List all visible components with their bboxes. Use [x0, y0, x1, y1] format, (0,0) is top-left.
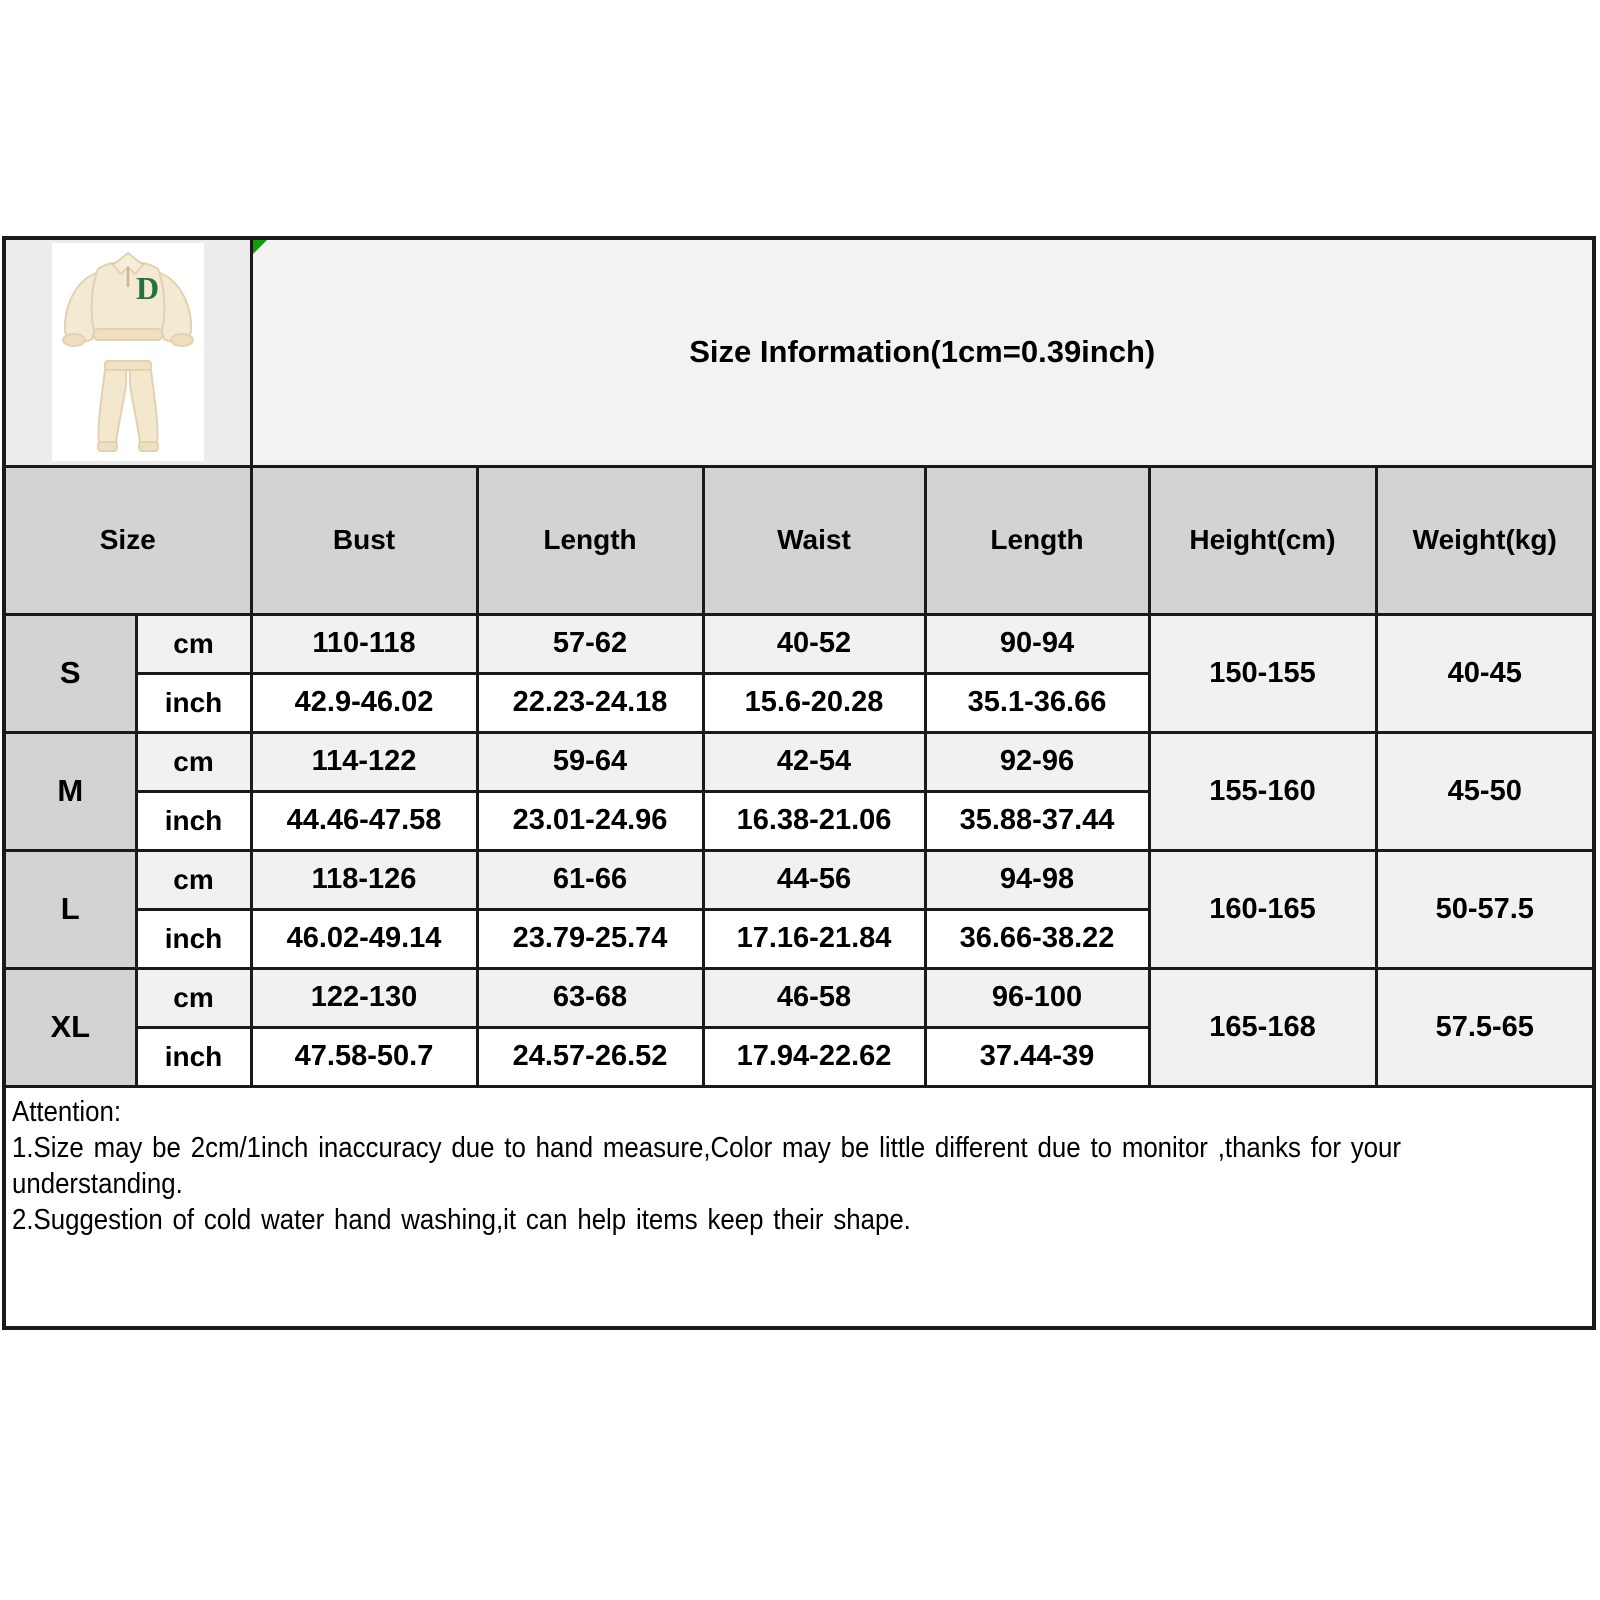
cell-m-inch-bust: 44.46-47.58	[251, 791, 477, 850]
pants-leg-left	[98, 370, 125, 443]
cell-l-cm-length1: 61-66	[477, 850, 703, 909]
product-image	[52, 243, 204, 461]
attention-heading: Attention:	[12, 1095, 122, 1128]
size-label-l: L	[4, 850, 136, 968]
cell-m-weight: 45-50	[1376, 732, 1594, 850]
header-size: Size	[4, 466, 251, 614]
cell-xl-height: 165-168	[1149, 968, 1376, 1086]
size-label-xl: XL	[4, 968, 136, 1086]
size-label-s: S	[4, 614, 136, 732]
attention-note-1: 1.Size may be 2cm/1inch inaccuracy due to hand measure,Color may be little different due to monitor ,thanks for your	[12, 1131, 1401, 1164]
cell-l-cm-bust: 118-126	[251, 850, 477, 909]
pants-cuff-right	[139, 442, 158, 451]
cell-l-inch-waist: 17.16-21.84	[703, 909, 925, 968]
cell-m-inch-length1: 23.01-24.96	[477, 791, 703, 850]
header-height: Height(cm)	[1149, 466, 1376, 614]
cell-m-cm-length1: 59-64	[477, 732, 703, 791]
cuff-left	[63, 334, 85, 346]
page-title: Size Information(1cm=0.39inch)	[689, 334, 1156, 370]
header-weight: Weight(kg)	[1376, 466, 1594, 614]
cell-m-cm-length2: 92-96	[925, 732, 1149, 791]
cell-l-height: 160-165	[1149, 850, 1376, 968]
cell-xl-weight: 57.5-65	[1376, 968, 1594, 1086]
unit-cm-m: cm	[136, 732, 251, 791]
cell-s-inch-bust: 42.9-46.02	[251, 673, 477, 732]
image-title-row	[4, 238, 1594, 466]
cell-s-cm-bust: 110-118	[251, 614, 477, 673]
product-photo	[52, 243, 204, 461]
cell-l-cm-length2: 94-98	[925, 850, 1149, 909]
cell-s-inch-length1: 22.23-24.18	[477, 673, 703, 732]
row-xl-cm	[4, 968, 1594, 1027]
unit-inch-l: inch	[136, 909, 251, 968]
attention-cell	[4, 1086, 1594, 1328]
unit-inch-s: inch	[136, 673, 251, 732]
cell-s-cm-length2: 90-94	[925, 614, 1149, 673]
cell-xl-cm-length1: 63-68	[477, 968, 703, 1027]
cell-s-cm-length1: 57-62	[477, 614, 703, 673]
cell-m-cm-bust: 114-122	[251, 732, 477, 791]
cell-xl-inch-waist: 17.94-22.62	[703, 1027, 925, 1086]
header-bust: Bust	[251, 466, 477, 614]
unit-inch-m: inch	[136, 791, 251, 850]
cell-s-weight: 40-45	[1376, 614, 1594, 732]
cuff-right	[171, 334, 193, 346]
product-image-cell	[4, 238, 251, 466]
cell-m-cm-waist: 42-54	[703, 732, 925, 791]
cell-xl-cm-waist: 46-58	[703, 968, 925, 1027]
cell-l-inch-bust: 46.02-49.14	[251, 909, 477, 968]
unit-cm-l: cm	[136, 850, 251, 909]
cell-xl-inch-bust: 47.58-50.7	[251, 1027, 477, 1086]
shirt-hem	[94, 329, 162, 340]
pants-cuff-left	[98, 442, 117, 451]
header-waist: Waist	[703, 466, 925, 614]
pants-waistband	[105, 361, 151, 370]
letter-patch: D	[135, 270, 159, 307]
green-corner-marker	[253, 240, 267, 254]
unit-cm-s: cm	[136, 614, 251, 673]
cell-s-inch-waist: 15.6-20.28	[703, 673, 925, 732]
attention-note-2: 2.Suggestion of cold water hand washing,it can help items keep their shape.	[12, 1203, 911, 1236]
unit-cm-xl: cm	[136, 968, 251, 1027]
title-cell	[251, 238, 1594, 466]
row-m-cm	[4, 732, 1594, 791]
cell-s-height: 150-155	[1149, 614, 1376, 732]
cell-xl-cm-length2: 96-100	[925, 968, 1149, 1027]
cell-xl-inch-length2: 37.44-39	[925, 1027, 1149, 1086]
attention-note-1-cont: understanding.	[12, 1167, 183, 1200]
row-l-cm	[4, 850, 1594, 909]
cell-l-cm-waist: 44-56	[703, 850, 925, 909]
cell-m-height: 155-160	[1149, 732, 1376, 850]
attention-row	[4, 1086, 1594, 1328]
cell-s-cm-waist: 40-52	[703, 614, 925, 673]
header-row	[4, 466, 1594, 614]
cell-xl-cm-bust: 122-130	[251, 968, 477, 1027]
row-s-cm	[4, 614, 1594, 673]
cell-l-weight: 50-57.5	[1376, 850, 1594, 968]
size-label-m: M	[4, 732, 136, 850]
cell-l-inch-length2: 36.66-38.22	[925, 909, 1149, 968]
size-table	[2, 236, 1596, 1330]
unit-inch-xl: inch	[136, 1027, 251, 1086]
cell-m-inch-waist: 16.38-21.06	[703, 791, 925, 850]
cell-m-inch-length2: 35.88-37.44	[925, 791, 1149, 850]
header-length-bottom: Length	[925, 466, 1149, 614]
cell-l-inch-length1: 23.79-25.74	[477, 909, 703, 968]
pants-leg-right	[130, 370, 157, 443]
header-length-top: Length	[477, 466, 703, 614]
cell-xl-inch-length1: 24.57-26.52	[477, 1027, 703, 1086]
cell-s-inch-length2: 35.1-36.66	[925, 673, 1149, 732]
